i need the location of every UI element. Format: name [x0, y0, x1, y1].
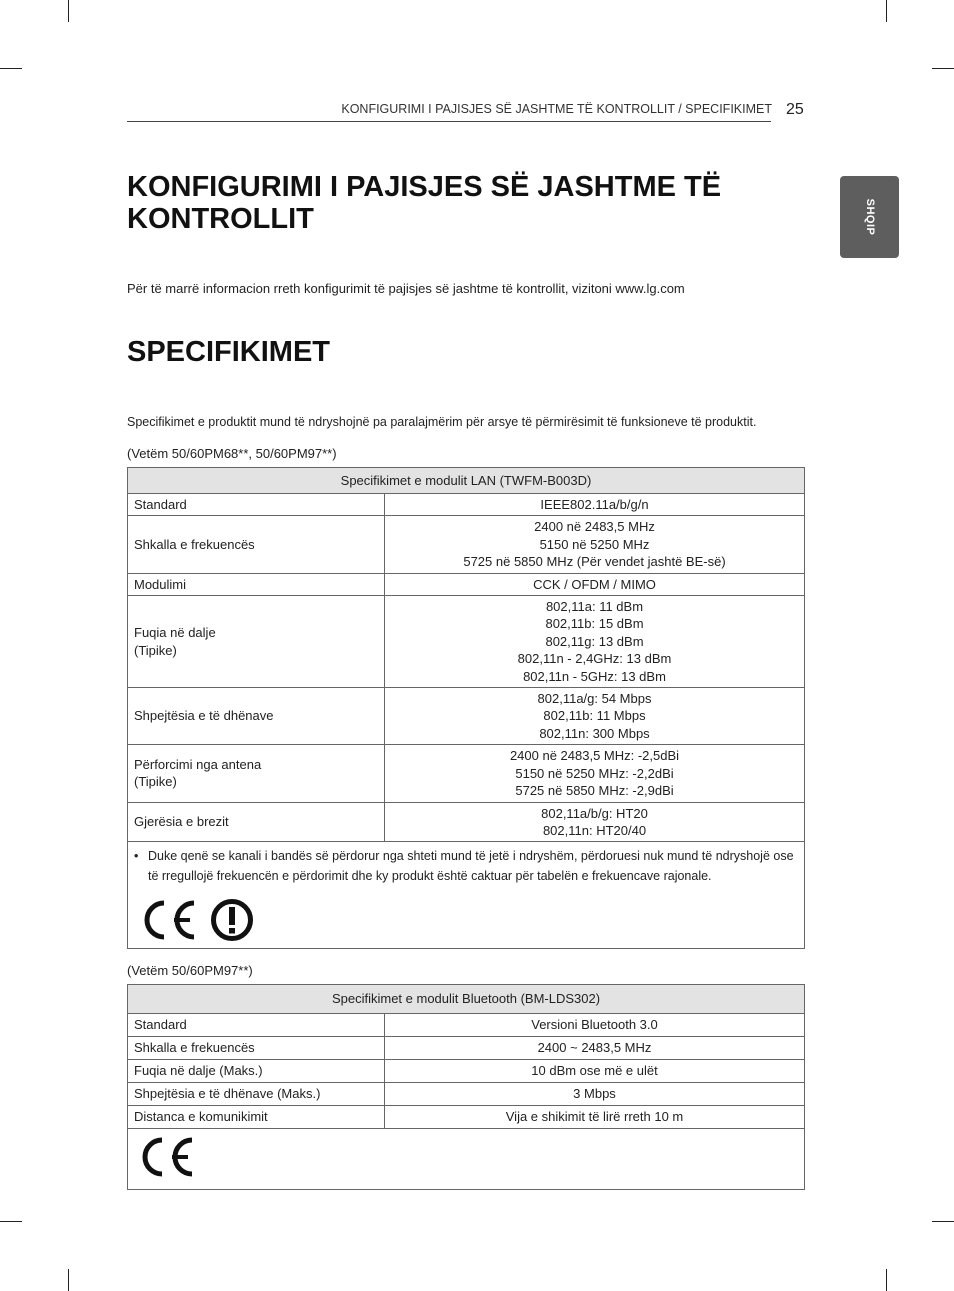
bluetooth-row-value: 2400 ~ 2483,5 MHz: [385, 1037, 805, 1060]
bluetooth-row-label: Distanca e komunikimit: [128, 1106, 385, 1129]
intro-paragraph: Për të marrë informacion rreth konfigurimit të pajisjes së jashtme të kontrollit, vizitoni www.lg.com: [127, 281, 685, 296]
language-tab-label: SHQIP: [863, 198, 876, 236]
lan-value-line: 802,11a/g: 54 Mbps: [537, 691, 652, 707]
bluetooth-row-label: Shkalla e frekuencës: [128, 1037, 385, 1060]
bluetooth-row-label: Standard: [128, 1014, 385, 1037]
lan-table-body: [128, 494, 805, 842]
lan-table-row: [128, 802, 805, 842]
lan-value-line: 802,11a: 11 dBm: [545, 599, 644, 615]
lan-row-label: [128, 745, 385, 802]
lan-table-row: [128, 573, 805, 595]
crop-mark: [68, 0, 69, 22]
bluetooth-table-row: [128, 1083, 805, 1106]
lan-label-line: Standard: [134, 497, 187, 512]
crop-mark: [932, 1221, 954, 1222]
bluetooth-row-label: Fuqia në dalje (Maks.): [128, 1060, 385, 1083]
header-rule: [127, 121, 771, 122]
lan-row-label: [128, 688, 385, 745]
lan-value-line: 5150 në 5250 MHz: -2,2dBi: [515, 765, 674, 781]
lan-value-line: CCK / OFDM / MIMO: [533, 576, 656, 592]
crop-mark: [68, 1269, 69, 1291]
lan-certification-marks: [134, 898, 798, 942]
lan-row-value: [385, 573, 805, 595]
lan-value-line: 802,11n: 300 Mbps: [539, 725, 650, 741]
lan-value-line: 802,11n - 2,4GHz: 13 dBm: [517, 651, 672, 667]
lan-row-label: [128, 802, 385, 842]
lan-table-row: [128, 688, 805, 745]
lan-row-value: [385, 596, 805, 688]
lan-footnote-cell: [128, 842, 805, 949]
crop-mark: [0, 68, 22, 69]
lan-value-line: 2400 në 2483,5 MHz: -2,5dBi: [509, 748, 680, 764]
lan-value-line: 2400 në 2483,5 MHz: [534, 519, 655, 535]
bluetooth-spec-table: [127, 984, 805, 1190]
lan-row-value: [385, 494, 805, 516]
crop-mark: [886, 0, 887, 22]
lan-footnote-text: Duke qenë se kanali i bandës së përdorur nga shteti mund të jetë i ndryshëm, përdoruesi nuk mund të ndryshojë ose të rregullojë frekuencën e përdorimit dhe ky produkt është caktuar për tabelën e frekuencave rajonale.: [148, 849, 794, 884]
lan-row-label: [128, 573, 385, 595]
bluetooth-row-value: Versioni Bluetooth 3.0: [385, 1014, 805, 1037]
bluetooth-model-note: (Vetëm 50/60PM97**): [127, 963, 253, 978]
lan-label-line: Shkalla e frekuencës: [134, 536, 255, 552]
lan-value-line: IEEE802.11a/b/g/n: [540, 497, 649, 512]
lan-row-value: [385, 802, 805, 842]
lan-spec-table: [127, 467, 805, 949]
lan-row-label: [128, 516, 385, 573]
spec-notice: Specifikimet e produktit mund të ndryshojnë pa paralajmërim për arsye të përmirësimit të funksioneve të produktit.: [127, 415, 757, 429]
lan-value-line: 5725 në 5850 MHz: -2,9dBi: [515, 783, 674, 799]
lan-row-value: [385, 745, 805, 802]
crop-mark: [886, 1269, 887, 1291]
crop-mark: [0, 1221, 22, 1222]
lan-row-value: [385, 688, 805, 745]
bullet-icon: •: [134, 849, 139, 864]
lan-value-line: 802,11g: 13 dBm: [545, 633, 644, 649]
alert-mark-icon: [210, 898, 254, 942]
running-header: KONFIGURIMI I PAJISJES SË JASHTME TË KONTROLLIT / SPECIFIKIMET: [341, 102, 772, 116]
lan-table-caption: Specifikimet e modulit LAN (TWFM-B003D): [128, 468, 805, 494]
lan-label-line: (Tipike): [134, 774, 177, 790]
lan-table-row: [128, 745, 805, 802]
bluetooth-marks-cell: [128, 1129, 805, 1190]
page-number: 25: [786, 101, 804, 118]
lan-value-line: 5725 në 5850 MHz (Për vendet jashtë BE-së): [463, 554, 726, 570]
ce-mark-icon: [138, 898, 200, 942]
bluetooth-table-row: [128, 1106, 805, 1129]
lan-label-line: (Tipike): [134, 642, 177, 658]
bluetooth-table-row: [128, 1060, 805, 1083]
language-tab: [840, 176, 899, 258]
lan-value-line: 802,11b: 15 dBm: [545, 616, 644, 632]
bluetooth-table-caption: Specifikimet e modulit Bluetooth (BM-LDS302): [128, 985, 805, 1014]
lan-model-note: (Vetëm 50/60PM68**, 50/60PM97**): [127, 446, 337, 461]
lan-label-line: Gjerësia e brezit: [134, 814, 229, 830]
lan-table-row: [128, 516, 805, 573]
lan-row-label: [128, 596, 385, 688]
lan-row-value: [385, 516, 805, 573]
lan-footnote: [134, 846, 798, 886]
bluetooth-row-value: Vija e shikimit të lirë rreth 10 m: [385, 1106, 805, 1129]
bluetooth-table-row: [128, 1037, 805, 1060]
lan-label-line: Shpejtësia e të dhënave: [134, 708, 274, 724]
bluetooth-row-value: 10 dBm ose më e ulët: [385, 1060, 805, 1083]
lan-value-line: 5150 në 5250 MHz: [539, 536, 650, 552]
lan-value-line: 802,11n - 5GHz: 13 dBm: [523, 668, 666, 684]
ce-mark-icon: [136, 1135, 198, 1179]
lan-table-row: [128, 596, 805, 688]
section-title-configuration: KONFIGURIMI I PAJISJES SË JASHTME TË KONTROLLIT: [127, 171, 722, 235]
section-title-specifications: SPECIFIKIMET: [127, 336, 331, 368]
bluetooth-table-body: [128, 1014, 805, 1129]
lan-value-line: 802,11a/b/g: HT20: [541, 805, 648, 821]
lan-row-label: [128, 494, 385, 516]
lan-value-line: 802,11n: HT20/40: [542, 822, 647, 838]
bluetooth-table-row: [128, 1014, 805, 1037]
lan-value-line: 802,11b: 11 Mbps: [543, 708, 646, 724]
crop-mark: [932, 68, 954, 69]
bluetooth-row-label: Shpejtësia e të dhënave (Maks.): [128, 1083, 385, 1106]
bluetooth-row-value: 3 Mbps: [385, 1083, 805, 1106]
lan-table-row: [128, 494, 805, 516]
lan-label-line: Përforcimi nga antena: [134, 756, 262, 772]
lan-label-line: Modulimi: [134, 576, 187, 592]
lan-label-line: Fuqia në dalje: [134, 625, 216, 641]
